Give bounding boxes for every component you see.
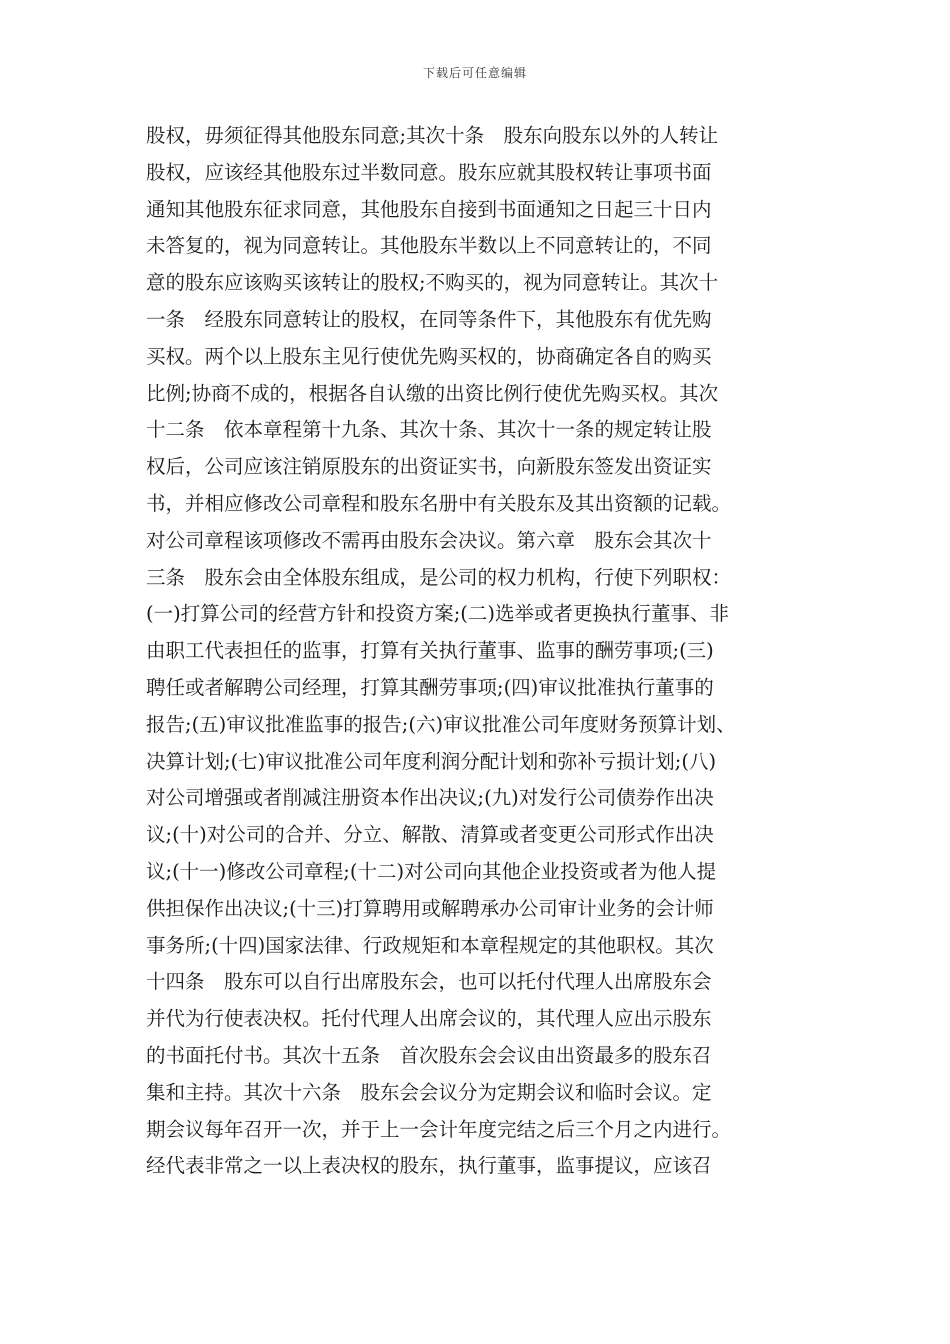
body-line: 通知其他股东征求同意，其他股东自接到书面通知之日起三十日内 <box>146 197 712 221</box>
body-line: 议;(十一)修改公司章程;(十二)对公司向其他企业投资或者为他人提 <box>146 859 717 883</box>
body-line: 三条 股东会由全体股东组成，是公司的权力机构，行使下列职权： <box>146 565 732 589</box>
body-line: 期会议每年召开一次，并于上一会计年度完结之后三个月之内进行。 <box>146 1117 732 1141</box>
body-line: 股权，毋须征得其他股东同意;其次十条 股东向股东以外的人转让 <box>146 124 719 147</box>
body-line: (一)打算公司的经营方针和投资方案;(二)选举或者更换执行董事、非 <box>146 602 730 626</box>
body-line: 的书面托付书。其次十五条 首次股东会会议由出资最多的股东召 <box>146 1043 712 1067</box>
body-line: 经代表非常之一以上表决权的股东，执行董事，监事提议，应该召 <box>146 1154 712 1178</box>
body-line: 由职工代表担任的监事，打算有关执行董事、监事的酬劳事项;(三) <box>146 639 714 663</box>
body-line: 十二条 依本章程第十九条、其次十条、其次十一条的规定转让股 <box>146 418 712 442</box>
body-line: 书，并相应修改公司章程和股东名册中有关股东及其出资额的记载。 <box>146 491 732 515</box>
document-body <box>146 118 826 1185</box>
body-line: 股权，应该经其他股东过半数同意。股东应就其股权转让事项书面 <box>146 160 712 184</box>
body-line: 十四条 股东可以自行出席股东会，也可以托付代理人出席股东会 <box>146 970 712 994</box>
body-line: 对公司章程该项修改不需再由股东会决议。第六章 股东会其次十 <box>146 528 712 552</box>
header-note: 下载后可任意编辑 <box>422 66 527 80</box>
body-line: 报告;(五)审议批准监事的报告;(六)审议批准公司年度财务预算计划、 <box>146 712 736 736</box>
body-line: 并代为行使表决权。托付代理人出席会议的，其代理人应出示股东 <box>146 1007 712 1031</box>
body-line: 意的股东应该购买该转让的股权;不购买的，视为同意转让。其次十 <box>146 271 719 295</box>
body-line: 买权。两个以上股东主见行使优先购买权的，协商确定各自的购买 <box>146 344 712 368</box>
body-line: 对公司增强或者削减注册资本作出决议;(九)对发行公司债券作出决 <box>146 786 714 810</box>
body-line: 一条 经股东同意转让的股权，在同等条件下，其他股东有优先购 <box>146 307 712 331</box>
body-line: 权后，公司应该注销原股东的出资证实书，向新股东签发出资证实 <box>146 455 712 479</box>
body-line: 决算计划;(七)审议批准公司年度利润分配计划和弥补亏损计划;(八) <box>146 749 717 773</box>
body-line: 聘任或者解聘公司经理，打算其酬劳事项;(四)审议批准执行董事的 <box>146 675 714 699</box>
body-line: 议;(十)对公司的合并、分立、解散、清算或者变更公司形式作出决 <box>146 823 714 847</box>
body-line: 事务所;(十四)国家法律、行政规矩和本章程规定的其他职权。其次 <box>146 933 714 957</box>
body-line: 集和主持。其次十六条 股东会会议分为定期会议和临时会议。定 <box>146 1080 712 1104</box>
body-line: 比例;协商不成的，根据各自认缴的出资比例行使优先购买权。其次 <box>146 381 719 405</box>
body-line: 未答复的，视为同意转让。其他股东半数以上不同意转让的，不同 <box>146 234 712 258</box>
body-line: 供担保作出决议;(十三)打算聘用或解聘承办公司审计业务的会计师 <box>146 896 714 920</box>
